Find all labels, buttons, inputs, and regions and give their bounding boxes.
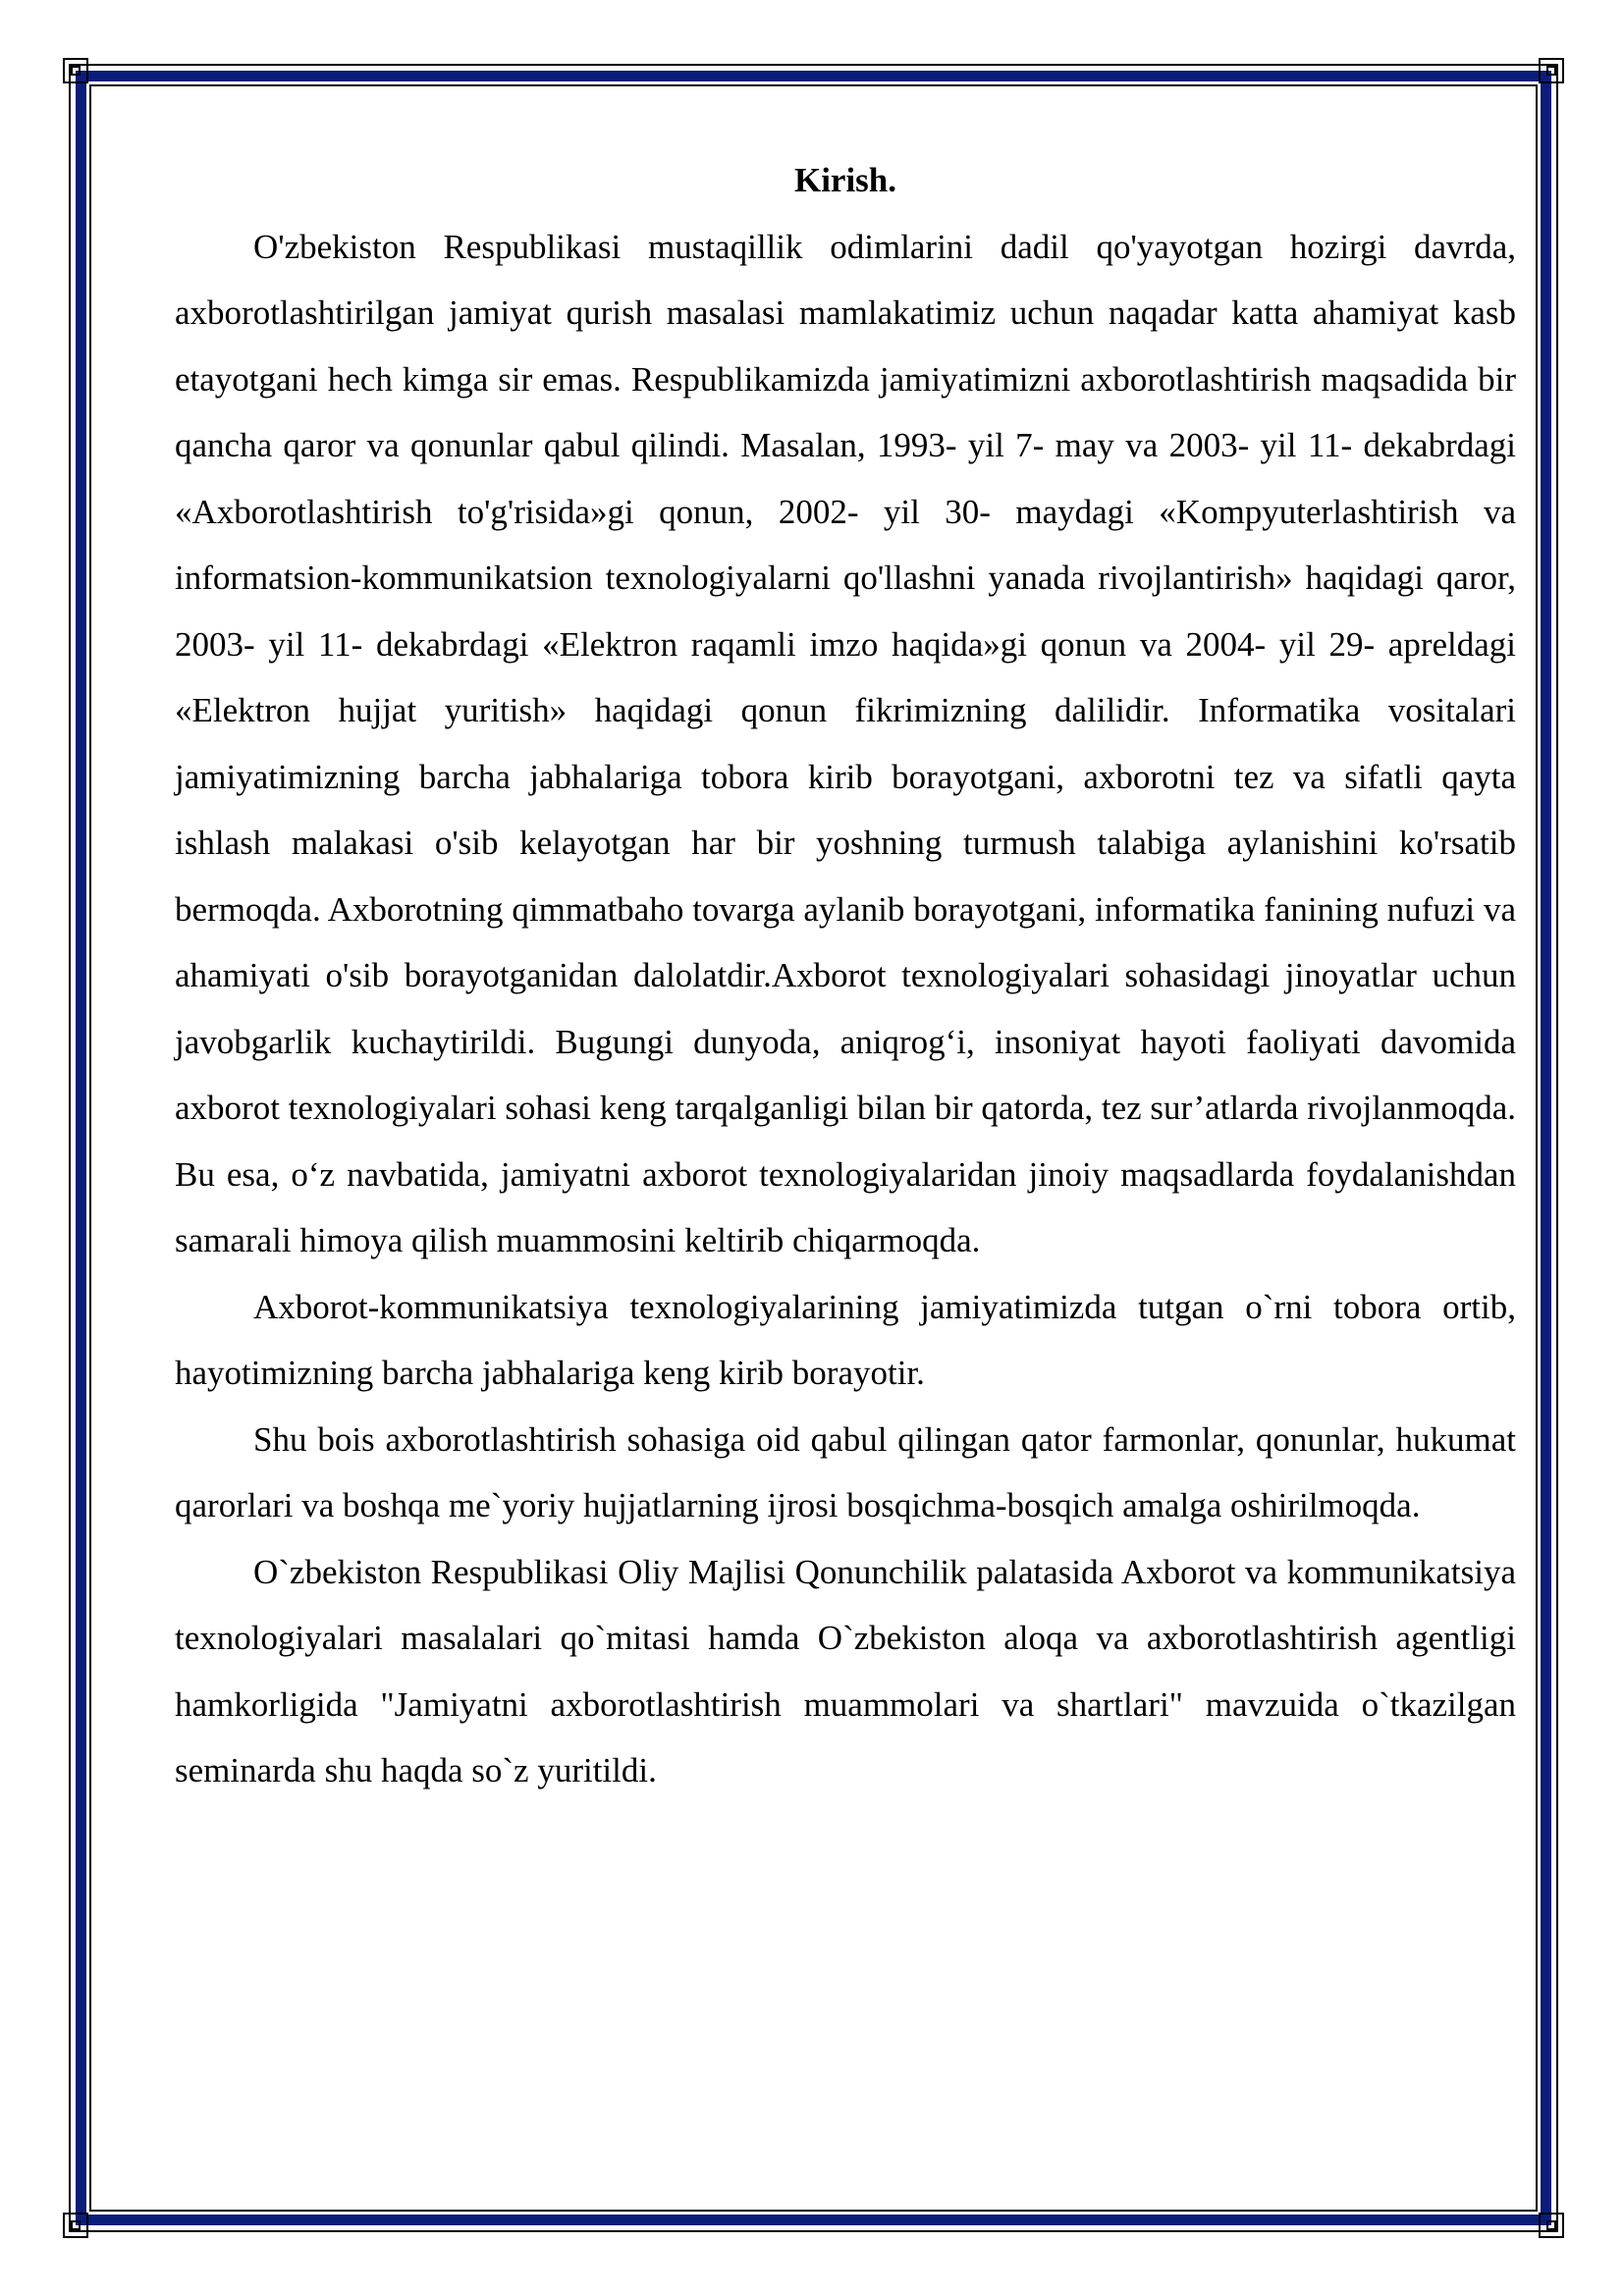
corner-ornament-top-right [1539, 58, 1564, 83]
paragraph-2: Axborot-kommunikatsiya texnologiyalarining jamiyatimizda tutgan o`rni tobora ortib, hayotimizning barcha jabhalariga keng kirib borayotir. [175, 1287, 1516, 1392]
paragraph-3: Shu bois axborotlashtirish sohasiga oid qabul qilingan qator farmonlar, qonunlar, hukumat qarorlari va boshqa me`yoriy hujjatlarning ijrosi bosqichma-bosqich amalga oshirilmoqda. [175, 1419, 1516, 1524]
corner-ornament-top-left [63, 58, 88, 83]
document-title: Kirish. [793, 161, 897, 199]
corner-ornament-bottom-right [1539, 2213, 1564, 2238]
corner-ornament-bottom-left [63, 2213, 88, 2238]
paragraph-1: O'zbekiston Respublikasi mustaqillik odimlarini dadil qo'yayotgan hozirgi davrda, axborotlashtirilgan jamiyat qurish masalasi mamlakatimiz uchun naqadar katta ahamiyat kasb etayotgani hech kimga sir emas. Respublikamizda jamiyatimizni axborotlashtirish maqsadida bir qancha qaror va qonunlar qabul qilindi. Masalan, 1993- yil 7- may va 2003- yil 11- dekabrdagi «Axborotlashtirish to'g'risida»gi qonun, 2002- yil 30- maydagi «Kompyuterlashtirish va informatsion-kommunikatsion texnologiyalarni qo'llashni yanada rivojlantirish» haqidagi qaror, 2003- yil 11- dekabrdagi «Elektron raqamli imzo haqida»gi qonun va 2004- yil 29- apreldagi «Elektron hujjat yuritish» haqidagi qonun fikrimizning dalilidir. Informatika vositalari jamiyatimizning barcha jabhalariga tobora kirib borayotgani, axborotni tez va sifatli qayta ishlash malakasi o'sib kelayotgan har bir yoshning turmush talabiga aylanishini ko'rsatib bermoqda. Axborotning qimmatbaho tovarga aylanib borayotgani, informatika fanining nufuzi va ahamiyati o'sib borayotganidan dalolatdir.Axborot texnologiyalari sohasidagi jinoyatlar uchun javobgarlik kuchaytirildi. Bugungi dunyoda, aniqrog‘i, insoniyat hayoti faoliyati davomida axborot texnologiyalari sohasi keng tarqalganligi bilan bir qatorda, tez sur’atlarda rivojlanmoqda. Bu esa, o‘z navbatida, jamiyatni axborot texnologiyalaridan jinoiy maqsadlarda foydalanishdan samarali himoya qilish muammosini keltirib chiqarmoqda. [175, 227, 1516, 1259]
paragraph-4: O`zbekiston Respublikasi Oliy Majlisi Qonunchilik palatasida Axborot va kommunikatsiya texnologiyalari masalalari qo`mitasi hamda O`zbekiston aloqa va axborotlashtirish agentligi hamkorligida "Jamiyatni axborotlashtirish muammolari va shartlari" mavzuida o`tkazilgan seminarda shu haqda so`z yuritildi. [175, 1552, 1516, 1789]
document-body [175, 147, 1516, 1804]
